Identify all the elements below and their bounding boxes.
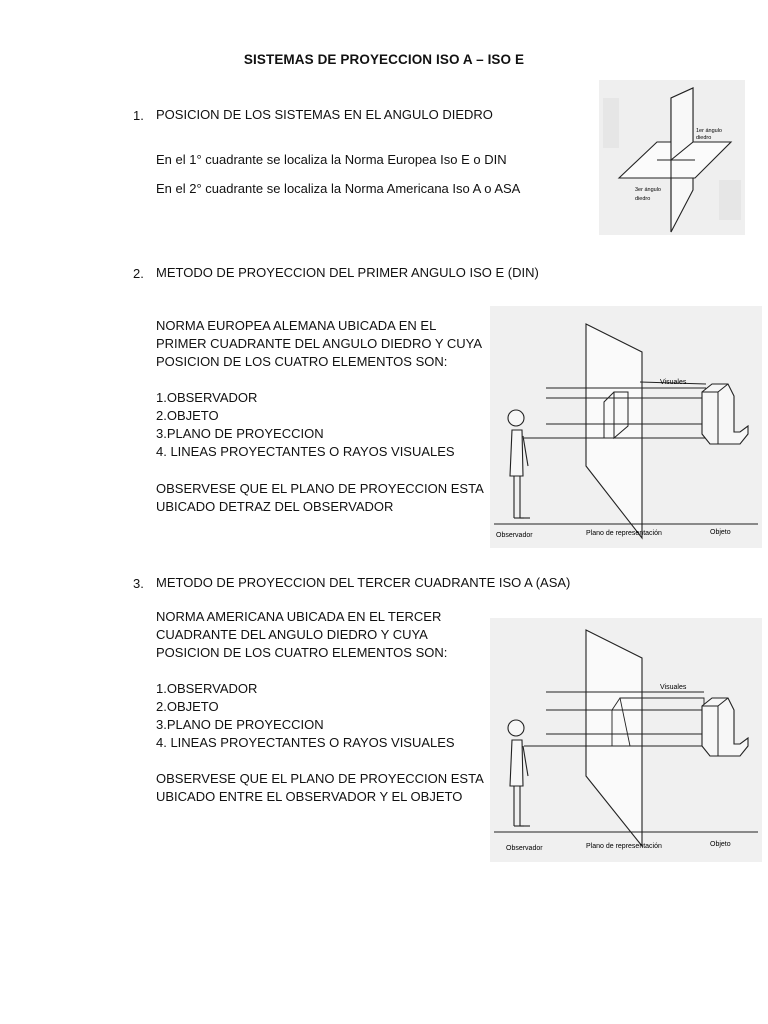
list-item: 3.PLANO DE PROYECCION: [156, 717, 324, 732]
section-1-line-1: En el 1° cuadrante se localiza la Norma Europea Iso E o DIN: [156, 152, 507, 167]
label-first-angle: 1er ángulo: [696, 128, 722, 134]
label-objeto: Objeto: [710, 841, 731, 848]
section-2-intro-line: PRIMER CUADRANTE DEL ANGULO DIEDRO Y CUYA: [156, 336, 483, 351]
section-3-intro-line: CUADRANTE DEL ANGULO DIEDRO Y CUYA: [156, 627, 428, 642]
section-2-items: [156, 389, 455, 461]
list-item: 1.OBSERVADOR: [156, 681, 258, 696]
section-3-intro-line: NORMA AMERICANA UBICADA EN EL TERCER: [156, 609, 442, 624]
label-visuales: Visuales: [660, 684, 687, 691]
label-observador: Observador: [506, 845, 543, 852]
label-objeto: Objeto: [710, 529, 731, 536]
label-third-angle-2: diedro: [635, 196, 651, 202]
list-item: 2.OBJETO: [156, 408, 219, 423]
section-3-heading: METODO DE PROYECCION DEL TERCER CUADRANTE ISO A (ASA): [156, 575, 571, 590]
section-3-intro: [156, 608, 447, 662]
section-2-note-line: UBICADO DETRAZ DEL OBSERVADOR: [156, 499, 394, 514]
list-item: 1.OBSERVADOR: [156, 390, 258, 405]
label-observador: Observador: [496, 532, 533, 539]
section-2-intro-line: POSICION DE LOS CUATRO ELEMENTOS SON:: [156, 354, 448, 369]
list-item: 4. LINEAS PROYECTANTES O RAYOS VISUALES: [156, 444, 455, 459]
section-2-intro: [156, 317, 482, 371]
section-3-note-line: OBSERVESE QUE EL PLANO DE PROYECCION ESTA: [156, 771, 484, 786]
document-title: SISTEMAS DE PROYECCION ISO A – ISO E: [243, 52, 525, 67]
section-1-line-2: En el 2° cuadrante se localiza la Norma Americana Iso A o ASA: [156, 181, 521, 196]
section-3-intro-line: POSICION DE LOS CUATRO ELEMENTOS SON:: [156, 645, 448, 660]
label-plano: Plano de representación: [586, 530, 662, 537]
label-first-angle-2: diedro: [696, 135, 712, 141]
dihedral-angle-figure: [599, 80, 745, 235]
section-3-items: [156, 680, 455, 752]
third-angle-projection-figure: [490, 618, 762, 862]
section-2-number: 2.: [133, 266, 144, 281]
section-2-intro-line: NORMA EUROPEA ALEMANA UBICADA EN EL: [156, 318, 437, 333]
section-3-number: 3.: [133, 576, 144, 591]
list-item: 3.PLANO DE PROYECCION: [156, 426, 324, 441]
section-3-note-line: UBICADO ENTRE EL OBSERVADOR Y EL OBJETO: [156, 789, 463, 804]
section-2-note-line: OBSERVESE QUE EL PLANO DE PROYECCION ESTA: [156, 481, 484, 496]
section-2-heading: METODO DE PROYECCION DEL PRIMER ANGULO ISO E (DIN): [156, 265, 539, 280]
label-plano: Plano de representación: [586, 843, 662, 850]
section-1-number: 1.: [133, 108, 144, 123]
list-item: 4. LINEAS PROYECTANTES O RAYOS VISUALES: [156, 735, 455, 750]
section-3-note: [156, 770, 484, 806]
section-2-note: [156, 480, 484, 516]
label-third-angle: 3er ángulo: [635, 187, 661, 193]
section-1-heading: POSICION DE LOS SISTEMAS EN EL ANGULO DIEDRO: [156, 107, 493, 122]
label-visuales: Visuales: [660, 379, 687, 386]
first-angle-projection-figure: [490, 306, 762, 548]
list-item: 2.OBJETO: [156, 699, 219, 714]
